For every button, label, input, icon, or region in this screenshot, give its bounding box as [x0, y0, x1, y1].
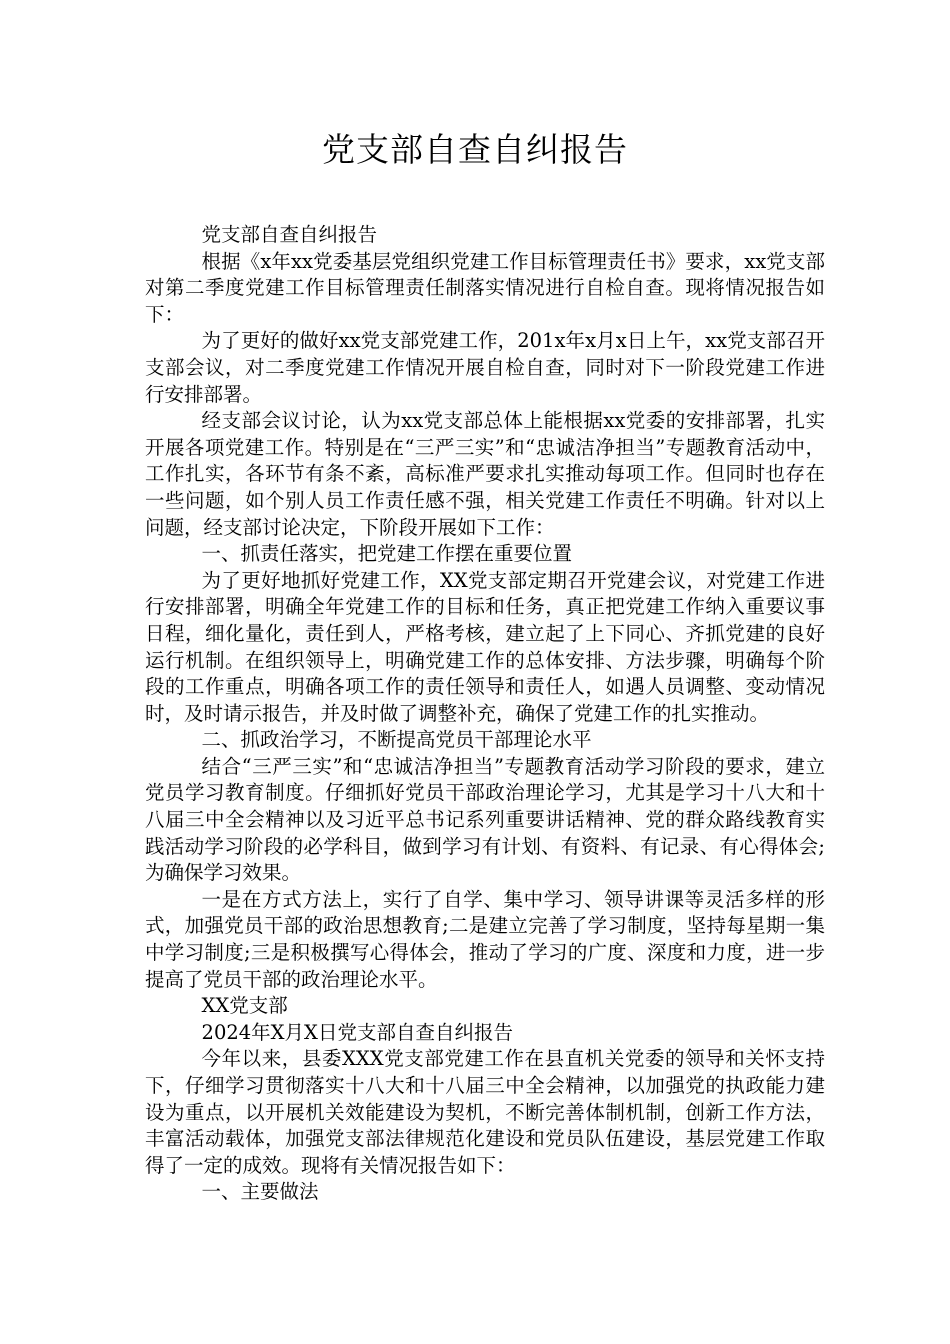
section-heading-1: 一、抓责任落实，把党建工作摆在重要位置 [201, 542, 573, 566]
document-body [145, 222, 825, 1206]
section-heading-2: 二、抓政治学习，不断提高党员干部理论水平 [201, 728, 592, 752]
date-and-second-report-title: 2024年X月X日党支部自查自纠报告 [201, 1020, 513, 1044]
section-2-paragraph: 结合“三严三实”和“忠诚洁净担当”专题教育活动学习阶段的要求，建立党员学习教育制度。仔细抓好党员干部政治理论学习，尤其是学习十八大和十八届三中全会精神以及习近平总书记系列重要讲话精神、党的群众路线教育实践活动学习阶段的必学科目，做到学习有计划、有资料、有记录、有心得体会;为确保学习效果。 [145, 754, 825, 885]
document-title: 党支部自查自纠报告 [322, 130, 628, 169]
meeting-paragraph: 为了更好的做好xx党支部党建工作，201x年x月x日上午，xx党支部召开支部会议，对二季度党建工作情况开展自检自查，同时对下一阶段党建工作进行安排部署。 [145, 329, 825, 406]
intro-paragraph: 根据《x年xx党委基层党组织党建工作目标管理责任书》要求，xx党支部对第二季度党建工作目标管理责任制落实情况进行自检自查。现将情况报告如下： [145, 249, 825, 326]
section-1-paragraph: 为了更好地抓好党建工作，XX党支部定期召开党建会议，对党建工作进行安排部署，明确全年党建工作的目标和任务，真正把党建工作纳入重要议事日程，细化量化，责任到人，严格考核，建立起了上下同心、齐抓党建的良好运行机制。在组织领导上，明确党建工作的总体安排、方法步骤，明确每个阶段的工作重点，明确各项工作的责任领导和责任人，如遇人员调整、变动情况时，及时请示报告，并及时做了调整补充，确保了党建工作的扎实推动。 [145, 568, 825, 725]
section-2-methods-paragraph: 一是在方式方法上，实行了自学、集中学习、领导讲课等灵活多样的形式，加强党员干部的政治思想教育;二是建立完善了学习制度，坚持每星期一集中学习制度;三是积极撰写心得体会，推动了学习的广度、深度和力度，进一步提高了党员干部的政治理论水平。 [145, 887, 825, 991]
discussion-paragraph: 经支部会议讨论，认为xx党支部总体上能根据xx党委的安排部署，扎实开展各项党建工作。特别是在“三严三实”和“忠诚洁净担当”专题教育活动中，工作扎实，各环节有条不紊，高标准严要求扎实推动每项工作。但同时也存在一些问题，如个别人员工作责任感不强，相关党建工作责任不明确。针对以上问题，经支部讨论决定，下阶段开展如下工作： [145, 409, 825, 539]
main-practices-heading: 一、主要做法 [201, 1180, 319, 1204]
signature-organization: XX党支部 [201, 994, 288, 1018]
subtitle-paragraph: 党支部自查自纠报告 [201, 223, 378, 246]
second-report-intro-paragraph: 今年以来，县委XXX党支部党建工作在县直机关党委的领导和关怀支持下，仔细学习贯彻落实十八大和十八届三中全会精神，以加强党的执政能力建设为重点，以开展机关效能建设为契机，不断完善体制机制，创新工作方法，丰富活动载体，加强党支部法律规范化建设和党员队伍建设，基层党建工作取得了一定的成效。现将有关情况报告如下： [145, 1047, 825, 1177]
